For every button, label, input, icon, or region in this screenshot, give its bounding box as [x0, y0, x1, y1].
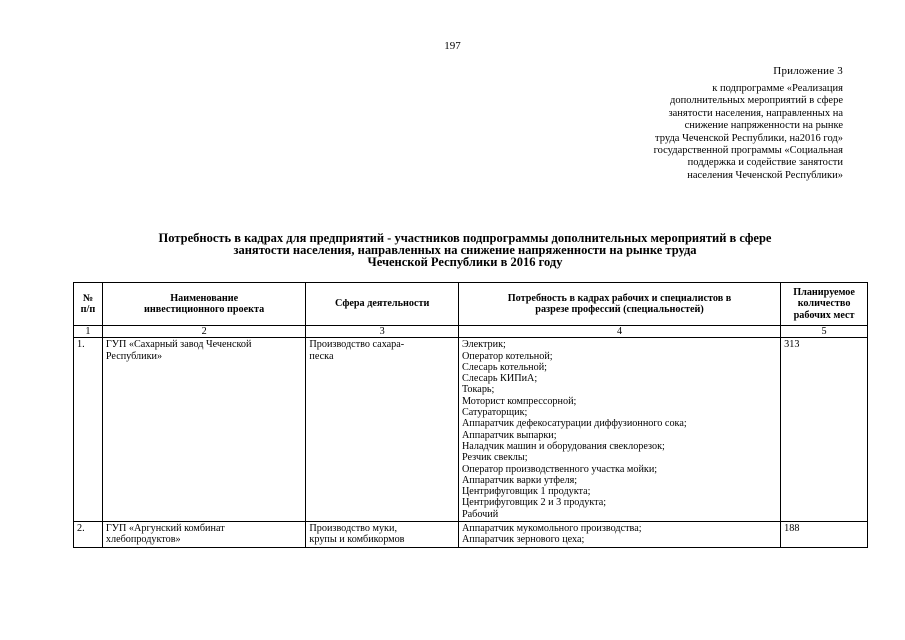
column-number-row	[74, 326, 868, 338]
profession-item: Моторист компрессорной;	[461, 395, 577, 407]
header-name-line: Наименование	[170, 292, 239, 304]
project-name-line: ГУП «Аргунский комбинат	[105, 523, 225, 535]
sphere-line: крупы и комбикормов	[309, 534, 405, 546]
row-planned: 188	[781, 522, 868, 548]
appendix-line: поддержка и содействие занятости	[687, 157, 843, 169]
header-need	[458, 283, 780, 326]
row-professions	[458, 338, 780, 522]
appendix-line: населения Чеченской Республики»	[687, 169, 843, 181]
appendix-line: занятости населения, направленных на	[668, 107, 843, 119]
profession-item: Электрик;	[461, 339, 506, 351]
profession-item: Аппаратчик варки утфеля;	[461, 474, 578, 486]
sphere-line: Производство муки,	[309, 523, 398, 535]
column-number: 5	[781, 326, 868, 338]
document-title	[60, 232, 870, 268]
appendix-line: к подпрограмме «Реализация	[712, 83, 843, 94]
header-num-line: п/п	[80, 304, 96, 315]
row-sphere	[306, 338, 459, 522]
profession-item: Слесарь котельной;	[461, 361, 547, 373]
column-number: 3	[306, 326, 459, 338]
project-name-line: Республики»	[105, 350, 163, 362]
profession-item: Рабочий	[461, 508, 499, 520]
header-planned	[781, 283, 868, 326]
staffing-needs-table	[73, 282, 868, 548]
profession-item: Токарь;	[461, 384, 495, 396]
table-row	[74, 338, 868, 522]
header-num	[74, 283, 103, 326]
column-number: 1	[74, 326, 103, 338]
title-line: занятости населения, направленных на снижение напряженности на рынке труда	[233, 243, 697, 257]
project-name-line: хлебопродуктов»	[105, 534, 181, 546]
appendix-title: Приложение 3	[773, 65, 843, 77]
page-number: 197	[444, 40, 461, 52]
sphere-line: Производство сахара-	[309, 339, 405, 351]
header-sphere: Сфера деятельности	[306, 283, 459, 326]
header-planned-line: рабочих мест	[793, 309, 855, 321]
table-row	[74, 522, 868, 548]
profession-item: Оператор котельной;	[461, 350, 553, 362]
profession-item: Аппаратчик зернового цеха;	[461, 534, 585, 546]
row-num: 1.	[74, 338, 103, 522]
column-number: 2	[102, 326, 306, 338]
profession-item: Слесарь КИПиА;	[461, 373, 538, 385]
profession-item: Аппаратчик дефекосатурации диффузионного сока;	[461, 418, 687, 430]
profession-item: Аппаратчик выпарки;	[461, 429, 557, 441]
header-need-line: Потребность в кадрах рабочих и специалистов в	[507, 292, 732, 304]
appendix-text	[588, 83, 843, 182]
title-line: Чеченской Республики в 2016 году	[367, 255, 563, 269]
profession-item: Сатураторщик;	[461, 407, 528, 419]
title-line: Потребность в кадрах для предприятий - участников подпрограммы дополнительных мероприятий в сфере	[158, 231, 772, 245]
header-need-line: разрезе профессий (специальностей)	[535, 304, 704, 315]
header-planned-line: количество	[797, 298, 851, 310]
row-num: 2.	[74, 522, 103, 548]
row-project-name	[102, 522, 306, 548]
table-header-row	[74, 283, 868, 326]
profession-item: Аппаратчик мукомольного производства;	[461, 523, 642, 535]
appendix-line: снижение напряженности на рынке	[684, 120, 843, 132]
profession-item: Центрифуговщик 1 продукта;	[461, 486, 591, 498]
appendix-line: дополнительных мероприятий в сфере	[670, 95, 843, 107]
header-name-line: инвестиционного проекта	[144, 304, 265, 315]
profession-item: Оператор производственного участка мойки;	[461, 463, 658, 475]
project-name-line: ГУП «Сахарный завод Чеченской	[105, 339, 252, 351]
appendix-line: труда Чеченской Республики, на2016 год»	[655, 132, 843, 144]
profession-item: Резчик свеклы;	[461, 452, 528, 464]
header-project-name	[102, 283, 306, 326]
header-planned-line: Планируемое	[793, 287, 855, 299]
row-sphere	[306, 522, 459, 548]
column-number: 4	[458, 326, 780, 338]
row-planned: 313	[781, 338, 868, 522]
sphere-line: песка	[309, 350, 334, 362]
profession-item: Наладчик машин и оборудования свеклорезок;	[461, 440, 665, 452]
profession-item: Центрифуговщик 2 и 3 продукта;	[461, 497, 607, 509]
row-professions	[458, 522, 780, 548]
row-project-name	[102, 338, 306, 522]
appendix-line: государственной программы «Социальная	[653, 145, 843, 157]
header-num-line: №	[82, 292, 94, 304]
